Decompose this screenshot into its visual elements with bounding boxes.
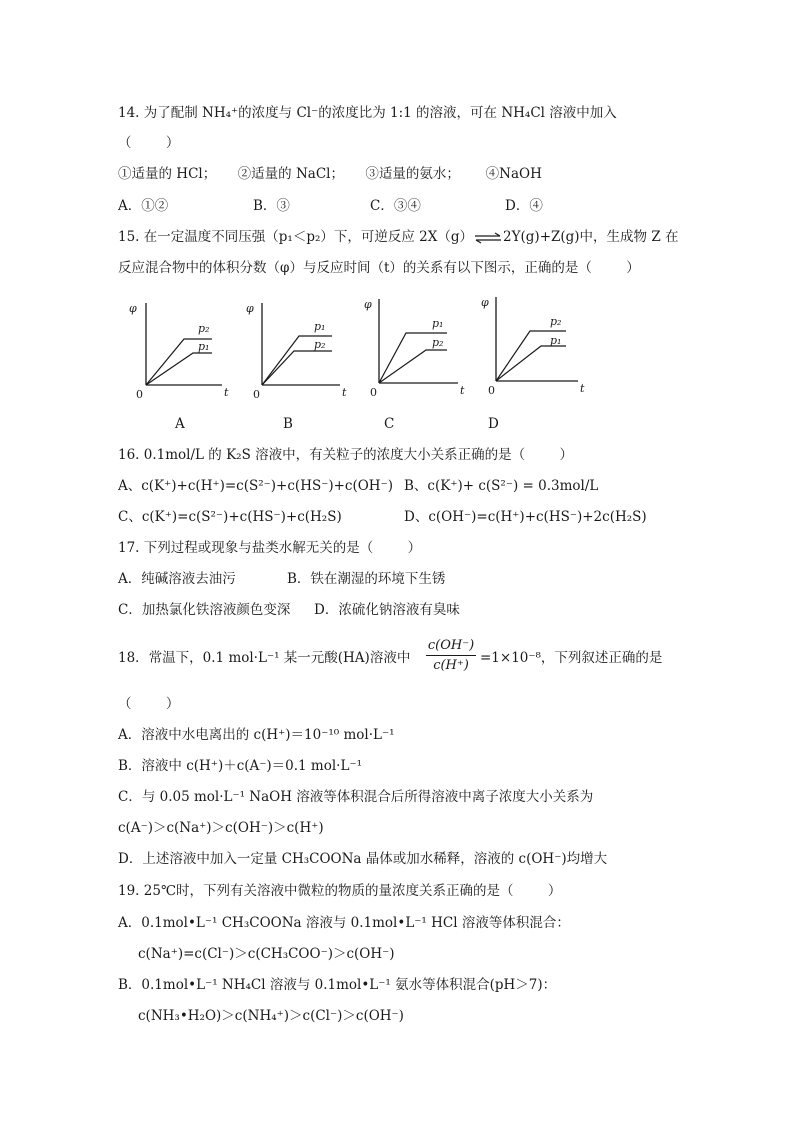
q18-stem-part1: 18．常温下，0.1 mol·L⁻¹ 某一元酸(HA)溶液中 <box>118 650 411 666</box>
q15-graphs <box>0 290 794 405</box>
q19-option-a-line1: A．0.1mol•L⁻¹ CH₃COONa 溶液与 0.1mol•L⁻¹ HCl 溶液等体积混合： <box>118 915 570 931</box>
graph-a-phi-label: φ <box>129 302 137 315</box>
graph-b-t-label: t <box>342 386 347 399</box>
graph-d-p1-label: p₁ <box>550 334 562 347</box>
graph-a <box>129 302 229 401</box>
graph-label-d: D <box>488 416 499 432</box>
q16-option-d: D、c(OH⁻)=c(H⁺)+c(HS⁻)+2c(H₂S) <box>404 509 647 525</box>
q18-option-d: D．上述溶液中加入一定量 CH₃COONa 晶体或加水稀释，溶液的 c(OH⁻)均增大 <box>118 851 608 867</box>
graph-label-c: C <box>384 416 395 432</box>
graph-b-phi-label: φ <box>246 302 254 315</box>
graph-d-p2-label: p₂ <box>550 315 562 328</box>
q17-stem: 17. 下列过程或现象与盐类水解无关的是（ ） <box>118 540 422 556</box>
graph-label-a: A <box>175 416 185 432</box>
graph-c <box>364 298 465 399</box>
graph-a-origin: 0 <box>136 388 143 401</box>
graph-a-p2-label: p₂ <box>198 322 210 335</box>
graph-b-p1-label: p₁ <box>314 320 326 333</box>
q18-option-c-line2: c(A⁻)＞c(Na⁺)＞c(OH⁻)＞c(H⁺) <box>118 820 324 836</box>
q14-answer-blank: （ ） <box>118 135 180 151</box>
graph-c-phi-label: φ <box>364 298 372 311</box>
q14-items: ①适量的 HCl； ②适量的 NaCl； ③适量的氨水； ④NaOH <box>118 166 542 182</box>
graph-d-t-label: t <box>580 382 585 395</box>
q14-option-a: A．①② <box>118 198 169 214</box>
q18-fraction-denominator: c(H⁺) <box>433 658 469 673</box>
graph-a-t-label: t <box>224 386 229 399</box>
graph-d-curve-p1 <box>496 346 566 381</box>
q16-stem: 16. 0.1mol/L 的 K₂S 溶液中，有关粒子的浓度大小关系正确的是（ ） <box>118 447 573 463</box>
q15-stem-line2: 反应混合物中的体积分数（φ）与反应时间（t）的关系有以下图示，正确的是（ ） <box>118 260 640 276</box>
q18-fraction-numerator: c(OH⁻) <box>426 638 476 656</box>
graph-b-curve-p2 <box>262 351 332 385</box>
graph-c-p2-label: p₂ <box>432 336 444 349</box>
q14-option-b: B．③ <box>253 198 290 214</box>
q19-stem: 19. 25℃时，下列有关溶液中微粒的物质的量浓度关系正确的是（ ） <box>118 883 562 899</box>
graph-c-t-label: t <box>460 384 465 397</box>
graph-d-origin: 0 <box>488 384 495 397</box>
q18-stem-part2: =1×10⁻⁸，下列叙述正确的是 <box>480 650 663 666</box>
q18-fraction <box>426 638 476 673</box>
graph-b <box>246 302 347 401</box>
q16-option-a: A、c(K⁺)+c(H⁺)=c(S²⁻)+c(HS⁻)+c(OH⁻) <box>118 478 393 494</box>
graph-d <box>481 296 585 397</box>
q16-option-b: B、c(K⁺)+ c(S²⁻) = 0.3mol/L <box>404 478 599 494</box>
q18-option-b: B．溶液中 c(H⁺)＋c(A⁻)＝0.1 mol·L⁻¹ <box>118 758 362 774</box>
q17-option-b: B．铁在潮湿的环境下生锈 <box>287 571 446 587</box>
q16-option-c: C、c(K⁺)=c(S²⁻)+c(HS⁻)+c(H₂S) <box>118 509 342 525</box>
q14-option-c: C．③④ <box>370 198 421 214</box>
graph-a-curve-p1 <box>146 353 212 385</box>
graph-a-p1-label: p₁ <box>198 340 210 353</box>
q18-option-a: A．溶液中水电离出的 c(H⁺)＝10⁻¹⁰ mol·L⁻¹ <box>118 727 395 743</box>
q19-option-b-line1: B．0.1mol•L⁻¹ NH₄Cl 溶液与 0.1mol•L⁻¹ 氨水等体积混合(pH＞7)： <box>118 977 557 993</box>
equilibrium-arrow-icon <box>473 232 503 244</box>
q19-option-a-line2: c(Na⁺)=c(Cl⁻)＞c(CH₃COO⁻)＞c(OH⁻) <box>138 946 395 962</box>
graph-label-b: B <box>283 416 293 432</box>
q18-option-c-line1: C．与 0.05 mol·L⁻¹ NaOH 溶液等体积混合后所得溶液中离子浓度大小关系为 <box>118 789 594 805</box>
q17-option-d: D．浓硫化钠溶液有臭味 <box>314 602 460 618</box>
q18-answer-blank: （ ） <box>118 696 180 712</box>
graph-c-p1-label: p₁ <box>432 317 444 330</box>
q17-option-a: A．纯碱溶液去油污 <box>118 571 236 587</box>
q17-option-c: C．加热氯化铁溶液颜色变深 <box>118 602 291 618</box>
graph-c-curve-p2 <box>379 350 447 383</box>
q14-stem: 14. 为了配制 NH₄⁺的浓度与 Cl⁻的浓度比为 1:1 的溶液，可在 NH₄Cl 溶液中加入 <box>118 105 617 121</box>
q15-stem-line1: 15. 在一定温度不同压强（p₁＜p₂）下，可逆反应 2X（g） 2Y(g)+Z(g)中，生成物 Z 在 <box>118 229 679 245</box>
graph-b-p2-label: p₂ <box>314 338 326 351</box>
q14-option-d: D．④ <box>505 198 543 214</box>
q19-option-b-line2: c(NH₃•H₂O)＞c(NH₄⁺)＞c(Cl⁻)＞c(OH⁻) <box>138 1008 404 1024</box>
graph-c-origin: 0 <box>370 386 377 399</box>
graph-b-origin: 0 <box>253 388 260 401</box>
graph-d-phi-label: φ <box>481 296 489 309</box>
